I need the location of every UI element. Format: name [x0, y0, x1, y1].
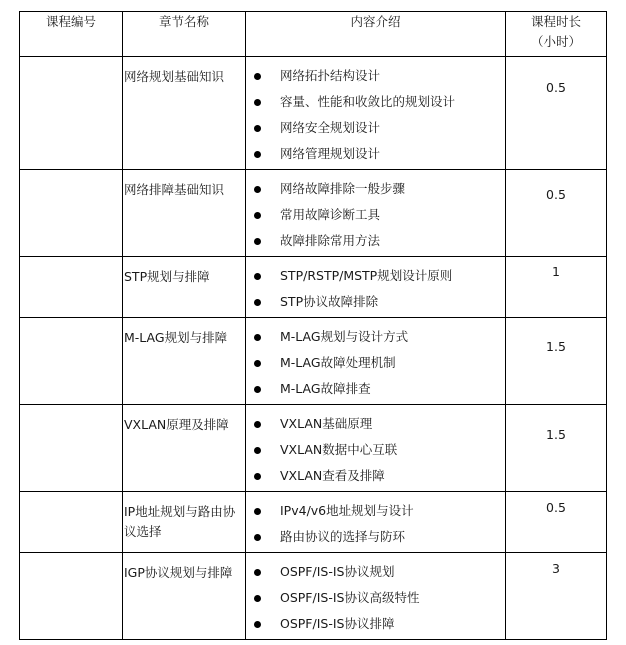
course-id-cell [20, 57, 123, 170]
content-list [246, 559, 505, 637]
content-list [246, 176, 505, 254]
list-item-text: M-LAG规划与设计方式 [280, 329, 409, 344]
course-id-cell [20, 553, 123, 640]
header-chapter: 章节名称 [123, 12, 246, 57]
header-row [20, 12, 607, 57]
bullet-icon [254, 73, 261, 80]
list-item [246, 115, 505, 141]
course-id-cell [20, 170, 123, 257]
list-item [246, 498, 505, 524]
list-item-text: OSPF/IS-IS协议高级特性 [280, 590, 420, 605]
content-list [246, 411, 505, 489]
list-item-text: STP协议故障排除 [280, 294, 379, 309]
list-item-text: OSPF/IS-IS协议规划 [280, 564, 395, 579]
chapter-name-cell: 网络规划基础知识 [123, 57, 246, 170]
list-item-text: VXLAN数据中心互联 [280, 442, 398, 457]
bullet-icon [254, 299, 261, 306]
list-item [246, 376, 505, 402]
list-item-text: 容量、性能和收敛比的规划设计 [280, 94, 456, 109]
hours-value: 3 [552, 561, 560, 576]
list-item-text: 常用故障诊断工具 [280, 207, 381, 222]
bullet-icon [254, 151, 261, 158]
hours-value: 0.5 [546, 187, 566, 202]
list-item [246, 524, 505, 550]
bullet-icon [254, 595, 261, 602]
content-cell [246, 170, 506, 257]
list-item-text: 网络故障排除一般步骤 [280, 181, 406, 196]
header-hours-line1: 课程时长 [530, 14, 581, 29]
bullet-icon [254, 186, 261, 193]
chapter-name-cell: 网络排障基础知识 [123, 170, 246, 257]
list-item [246, 228, 505, 254]
content-cell [246, 492, 506, 553]
course-id-cell [20, 318, 123, 405]
bullet-icon [254, 99, 261, 106]
list-item-text: VXLAN查看及排障 [280, 468, 385, 483]
chapter-name-cell: IP地址规划与路由协议选择 [123, 492, 246, 553]
header-course-id: 课程编号 [20, 12, 123, 57]
list-item [246, 324, 505, 350]
list-item [246, 89, 505, 115]
hours-value: 0.5 [546, 80, 566, 95]
content-cell [246, 257, 506, 318]
bullet-icon [254, 421, 261, 428]
table-row [20, 492, 607, 553]
list-item [246, 559, 505, 585]
list-item [246, 263, 505, 289]
content-cell [246, 553, 506, 640]
list-item [246, 289, 505, 315]
list-item [246, 141, 505, 167]
bullet-icon [254, 447, 261, 454]
course-id-cell [20, 257, 123, 318]
bullet-icon [254, 238, 261, 245]
content-list [246, 263, 505, 315]
header-hours-line2: （小时） [530, 34, 581, 49]
list-item [246, 202, 505, 228]
list-item-text: 网络安全规划设计 [280, 120, 381, 135]
list-item-text: M-LAG故障排查 [280, 381, 371, 396]
table-row [20, 57, 607, 170]
hours-cell [506, 492, 607, 553]
list-item [246, 611, 505, 637]
content-list [246, 63, 505, 167]
bullet-icon [254, 334, 261, 341]
bullet-icon [254, 273, 261, 280]
chapter-name-cell: M-LAG规划与排障 [123, 318, 246, 405]
bullet-icon [254, 621, 261, 628]
table-row [20, 318, 607, 405]
table-row [20, 170, 607, 257]
list-item-text: 网络管理规划设计 [280, 146, 381, 161]
content-cell [246, 405, 506, 492]
hours-cell [506, 405, 607, 492]
bullet-icon [254, 386, 261, 393]
content-list [246, 324, 505, 402]
list-item-text: OSPF/IS-IS协议排障 [280, 616, 395, 631]
hours-value: 1.5 [546, 339, 566, 354]
hours-value: 1 [552, 264, 560, 279]
hours-cell [506, 257, 607, 318]
hours-cell [506, 553, 607, 640]
list-item-text: 网络拓扑结构设计 [280, 68, 381, 83]
table-row [20, 405, 607, 492]
chapter-name-cell: VXLAN原理及排障 [123, 405, 246, 492]
table-body [20, 57, 607, 640]
table-row [20, 553, 607, 640]
hours-cell [506, 57, 607, 170]
bullet-icon [254, 473, 261, 480]
list-item-text: 路由协议的选择与防环 [280, 529, 406, 544]
hours-value: 0.5 [546, 500, 566, 515]
content-list [246, 498, 505, 550]
list-item [246, 463, 505, 489]
content-cell [246, 318, 506, 405]
course-table [19, 11, 607, 640]
bullet-icon [254, 569, 261, 576]
chapter-name-cell: STP规划与排障 [123, 257, 246, 318]
list-item [246, 176, 505, 202]
chapter-name-cell: IGP协议规划与排障 [123, 553, 246, 640]
hours-cell [506, 318, 607, 405]
bullet-icon [254, 508, 261, 515]
list-item [246, 350, 505, 376]
table-row [20, 257, 607, 318]
bullet-icon [254, 360, 261, 367]
course-id-cell [20, 492, 123, 553]
course-id-cell [20, 405, 123, 492]
hours-value: 1.5 [546, 427, 566, 442]
header-hours [506, 12, 607, 57]
bullet-icon [254, 534, 261, 541]
list-item [246, 437, 505, 463]
list-item [246, 585, 505, 611]
header-content: 内容介绍 [246, 12, 506, 57]
bullet-icon [254, 125, 261, 132]
list-item-text: M-LAG故障处理机制 [280, 355, 396, 370]
list-item-text: STP/RSTP/MSTP规划设计原则 [280, 268, 453, 283]
list-item-text: IPv4/v6地址规划与设计 [280, 503, 414, 518]
list-item [246, 411, 505, 437]
list-item-text: VXLAN基础原理 [280, 416, 373, 431]
content-cell [246, 57, 506, 170]
list-item [246, 63, 505, 89]
hours-cell [506, 170, 607, 257]
list-item-text: 故障排除常用方法 [280, 233, 381, 248]
bullet-icon [254, 212, 261, 219]
